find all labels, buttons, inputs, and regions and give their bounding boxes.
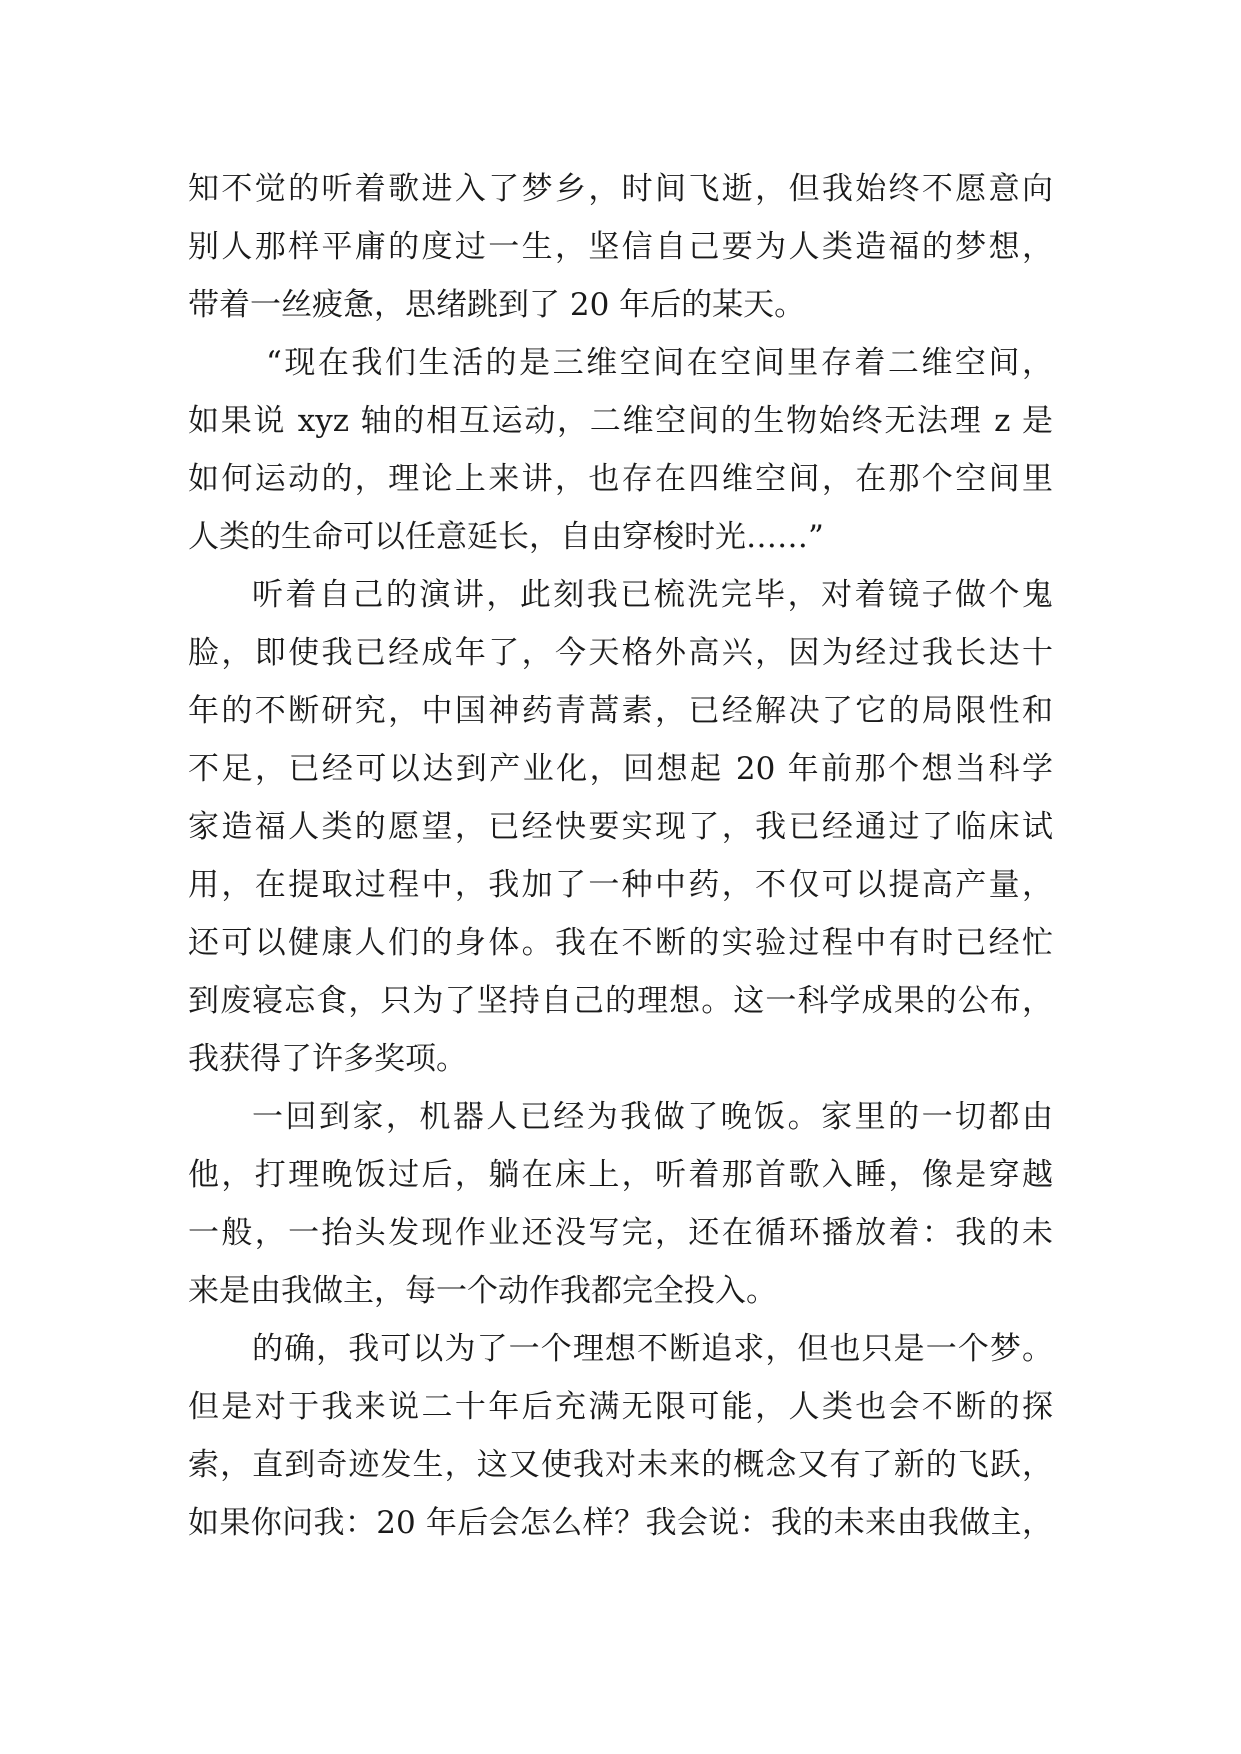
text-line: 的确，我可以为了一个理想不断追求，但也只是一个梦。 xyxy=(252,1331,1053,1367)
text-line: 不足，已经可以达到产业化，回想起 20 年前那个想当科学 xyxy=(188,751,1053,787)
text-line: 带着一丝疲惫，思绪跳到了 20 年后的某天。 xyxy=(188,287,806,323)
text-line: 年的不断研究，中国神药青蒿素，已经解决了它的局限性和 xyxy=(188,693,1053,729)
text-line: 他，打理晚饭过后，躺在床上，听着那首歌入睡，像是穿越 xyxy=(188,1157,1053,1193)
text-line: 知不觉的听着歌进入了梦乡，时间飞逝，但我始终不愿意向 xyxy=(188,171,1053,207)
text-line: 脸，即使我已经成年了，今天格外高兴，因为经过我长达十 xyxy=(188,635,1053,671)
text-line: 一般，一抬头发现作业还没写完，还在循环播放着：我的未 xyxy=(188,1215,1053,1251)
text-line: 来是由我做主，每一个动作我都完全投入。 xyxy=(188,1273,777,1309)
text-line: 人类的生命可以任意延长，自由穿梭时光……” xyxy=(188,519,824,555)
text-line: 索，直到奇迹发生，这又使我对未来的概念又有了新的飞跃， xyxy=(188,1447,1053,1483)
text-line: 我获得了许多奖项。 xyxy=(188,1041,467,1077)
text-line: 到废寝忘食，只为了坚持自己的理想。这一科学成果的公布， xyxy=(188,983,1053,1019)
document-body xyxy=(188,160,1053,1552)
text-line: 用，在提取过程中，我加了一种中药，不仅可以提高产量， xyxy=(188,867,1053,903)
text-line: 还可以健康人们的身体。我在不断的实验过程中有时已经忙 xyxy=(188,925,1053,961)
text-line: “现在我们生活的是三维空间在空间里存着二维空间， xyxy=(266,345,1053,381)
text-line: 一回到家，机器人已经为我做了晚饭。家里的一切都由 xyxy=(252,1099,1053,1135)
text-line: 如何运动的，理论上来讲，也存在四维空间，在那个空间里 xyxy=(188,461,1053,497)
text-line: 如果你问我：20 年后会怎么样？我会说：我的未来由我做主， xyxy=(188,1505,1053,1541)
text-line: 家造福人类的愿望，已经快要实现了，我已经通过了临床试 xyxy=(188,809,1053,845)
text-line: 如果说 xyz 轴的相互运动，二维空间的生物始终无法理 z 是 xyxy=(188,403,1053,439)
text-line: 听着自己的演讲，此刻我已梳洗完毕，对着镜子做个鬼 xyxy=(252,577,1053,613)
text-line: 别人那样平庸的度过一生，坚信自己要为人类造福的梦想， xyxy=(188,229,1053,265)
text-line: 但是对于我来说二十年后充满无限可能，人类也会不断的探 xyxy=(188,1389,1053,1425)
